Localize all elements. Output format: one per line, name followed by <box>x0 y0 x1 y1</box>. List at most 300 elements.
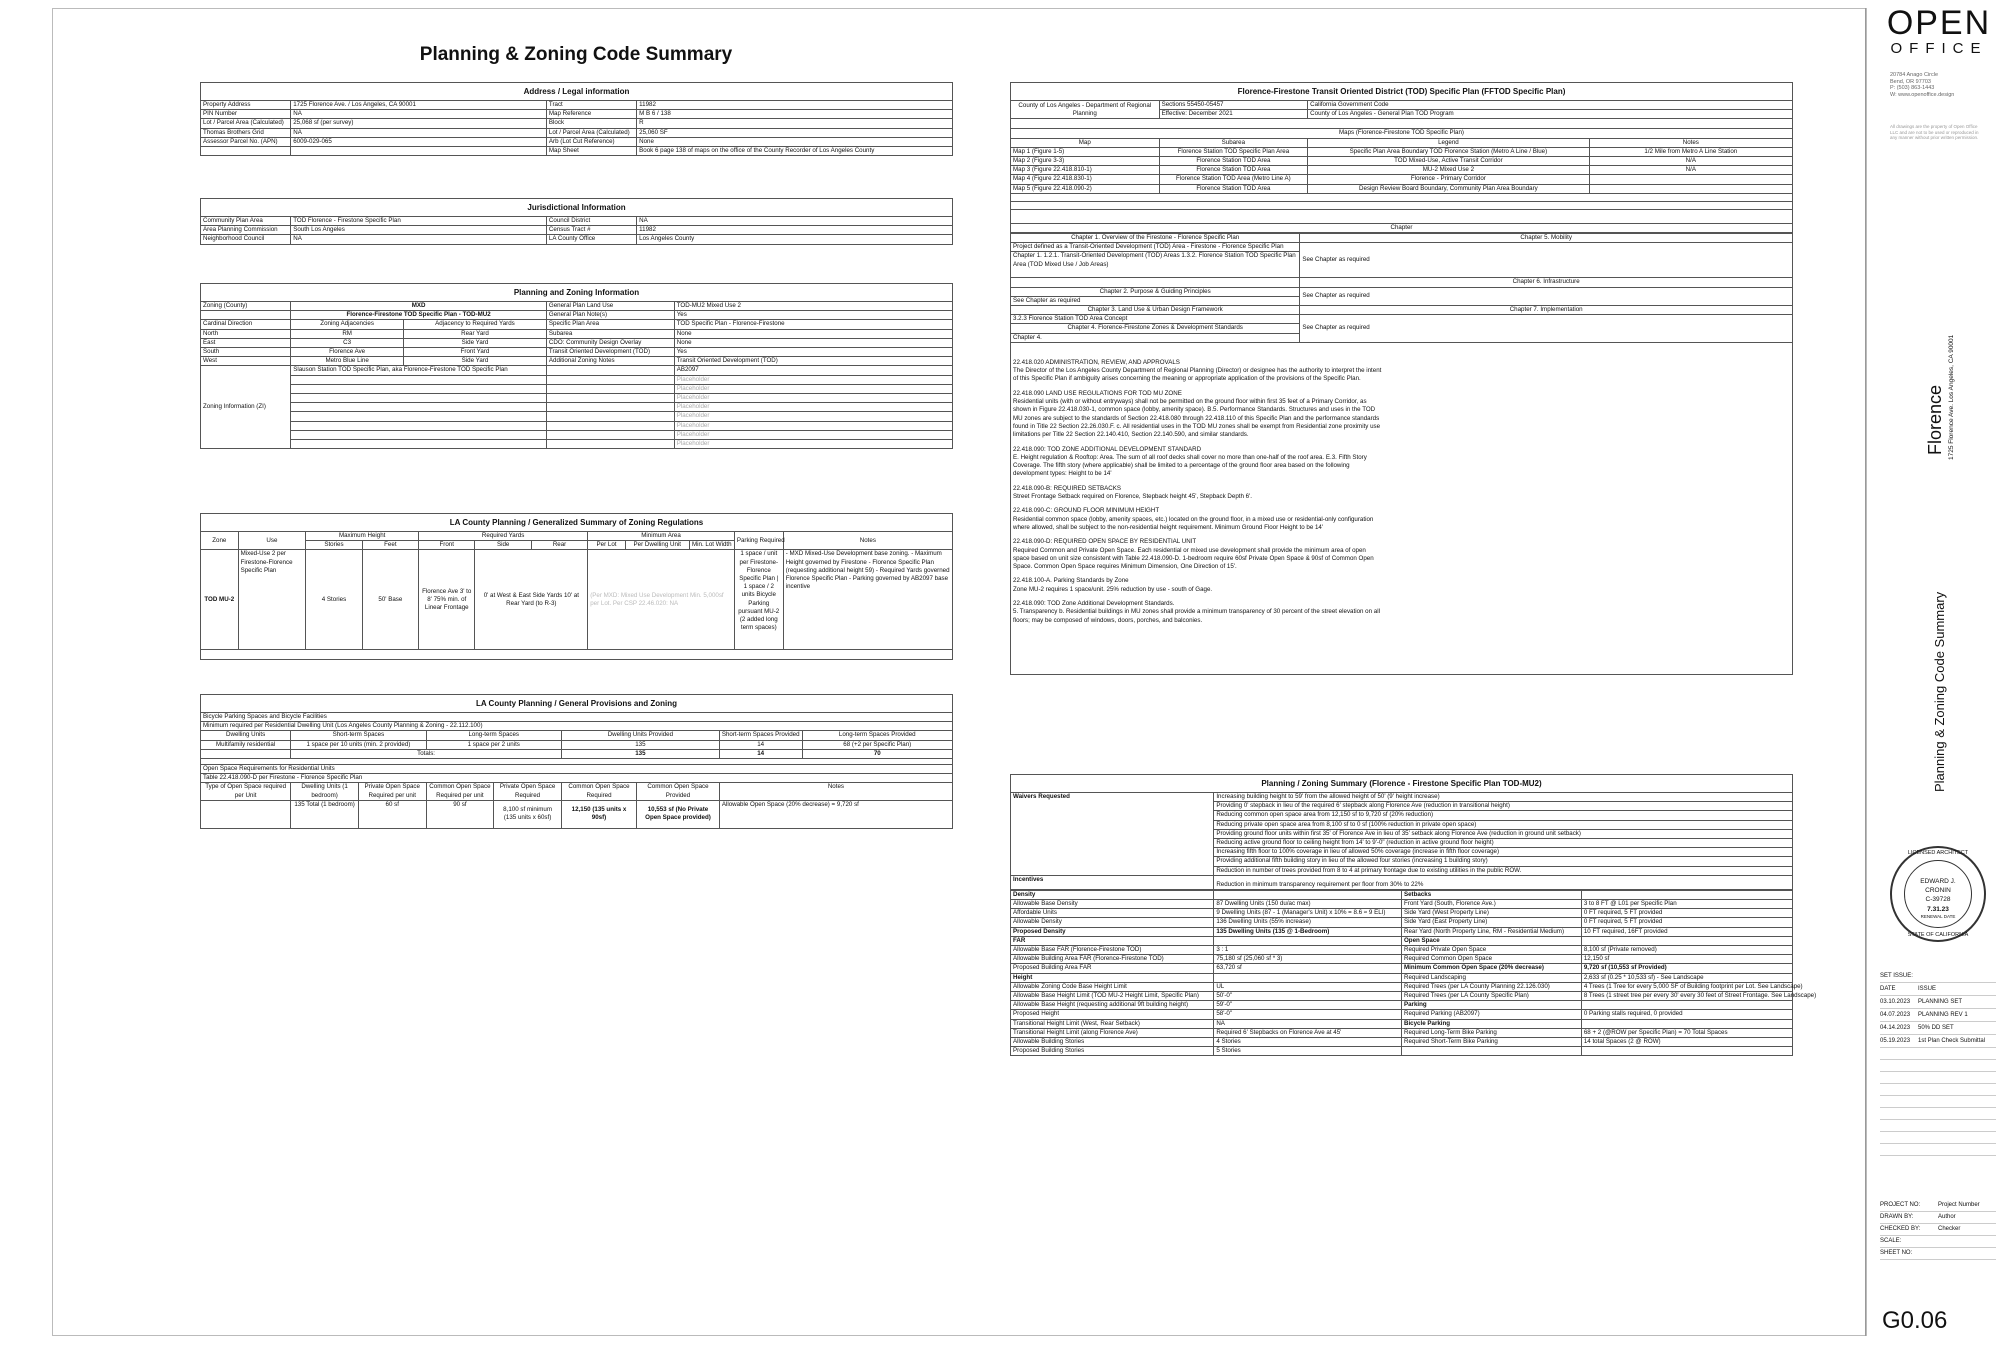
cell: Reduction in number of trees provided from 8 to 4 at primary frontage due to existing utilities in the public ROW. <box>1214 866 1793 875</box>
cell: Side <box>475 541 531 550</box>
specific-plan-label: Specific Plan Area <box>546 320 674 329</box>
issue-row <box>1880 996 1996 1009</box>
cell: Map Reference <box>546 110 636 119</box>
cell: Required Private Open Space <box>1401 946 1581 955</box>
cell: RM <box>291 329 404 338</box>
pz-zi-row <box>201 394 953 403</box>
cell: Placeholder <box>674 403 952 412</box>
regulation-paragraph: 22.418.090 LAND USE REGULATIONS FOR TOD MU ZONE <box>1013 389 1182 397</box>
cell: 2,633 sf (0.25 * 10,533 sf) - See Landscape <box>1581 973 1792 982</box>
cell: 12,150 sf <box>1581 955 1792 964</box>
os-common-provided: 10,553 sf (No Private Open Space provided) <box>637 800 720 828</box>
cell: NA <box>291 235 547 244</box>
cell: Subarea <box>546 329 674 338</box>
address-legal-table <box>200 82 953 156</box>
cell <box>1589 184 1792 193</box>
os-private-req: 8,100 sf minimum (135 units x 60sf) <box>494 800 562 828</box>
regulation-paragraph: 22.418.090-C: GROUND FLOOR MINIMUM HEIGHT <box>1013 507 1160 515</box>
juris-row <box>201 226 953 235</box>
cell: Specific Plan Area Boundary TOD Florence Station (Metro A Line / Blue) <box>1308 147 1590 156</box>
regulation-paragraph: The Director of the Los Angeles County Department of Regional Planning (Director) or designee has the authority to interpret the intent of this Specific Plan if ambiguity arises concerning the meaning or appropriate application of the provisions of the Specific Plan. <box>1013 367 1382 383</box>
lac-h-parking: Parking Required <box>734 532 783 550</box>
summary-row <box>1011 1010 1793 1019</box>
fftod-code: California Government Code <box>1308 101 1793 110</box>
zoning-sub: Florence-Firestone TOD Specific Plan - TOD-MU2 <box>291 311 547 320</box>
cell: 11982 <box>637 101 953 110</box>
ch3-text: 3.2.3 Florence Station TOD Area Concept <box>1011 315 1300 324</box>
bike-label: Bicycle Parking Spaces and Bicycle Facilities <box>201 713 953 722</box>
cell: 87 Dwelling Units (150 du/ac max) <box>1214 900 1402 909</box>
regulation-paragraph: Zone MU-2 requires 1 space/unit. 25% reduction by use - south of Gage. <box>1013 585 1213 593</box>
cell: Placeholder <box>674 375 952 384</box>
summary-row <box>1011 1019 1793 1028</box>
cell: 9,720 sf (10,553 sf Provided) <box>1581 964 1792 973</box>
stamp-text: RENEWAL DATE <box>1920 914 1956 919</box>
cell: 25,068 sf (per survey) <box>291 119 547 128</box>
ch3-heading: Chapter 3. Land Use & Urban Design Framework <box>1011 306 1300 315</box>
issue-row <box>1880 1035 1996 1048</box>
issue-row <box>1880 1009 1996 1022</box>
planning-zoning-table <box>200 283 953 449</box>
fftod-heading: Florence-Firestone Transit Oriented District (TOD) Specific Plan (FFTOD Specific Plan) <box>1010 82 1793 100</box>
cell: Reducing common open space area from 12,150 sf to 9,720 sf (20% reduction) <box>1214 811 1793 820</box>
address-row <box>201 128 953 137</box>
cell <box>201 147 291 156</box>
ch1-text: Project defined as a Transit-Oriented Development (TOD) Area - Firestone - Florence Specific Plan <box>1011 243 1300 252</box>
cell: East <box>201 338 291 347</box>
cell: Common Open Space Required <box>561 783 636 800</box>
cell: Placeholder <box>674 440 952 449</box>
cell: None <box>674 329 952 338</box>
cell: 6009-029-065 <box>291 137 547 146</box>
addr-line: 20784 Anago Circle <box>1890 72 1939 78</box>
la-county-zoning-summary <box>200 513 953 660</box>
meta-value: Project Number <box>1938 1202 1980 1208</box>
cell: Rear <box>531 541 587 550</box>
summary-row <box>1011 955 1793 964</box>
cell: 68 + 2 (@ROW per Specific Plan) = 70 Total Spaces <box>1581 1028 1792 1037</box>
cell: Florence Station TOD Specific Plan Area <box>1159 147 1308 156</box>
fftod-effective: Effective: December 2021 <box>1159 110 1308 119</box>
cell: South <box>201 348 291 357</box>
ch1-heading: Chapter 1. Overview of the Firestone - Florence Specific Plan <box>1011 234 1300 243</box>
issue-name: PLANNING REV 1 <box>1918 1012 1968 1018</box>
cell: Parking <box>1401 1001 1581 1010</box>
cell: Providing ground floor units within first 35' of Florence Ave in lieu of 35' setback along Florence Ave (reduction in ground unit setback) <box>1214 829 1793 838</box>
pz-zi-row <box>201 375 953 384</box>
map-row <box>1011 157 1793 166</box>
fftod-table <box>1010 82 1793 675</box>
bh-long-provided: Long-term Spaces Provided <box>802 731 952 740</box>
pz-zi-row <box>201 384 953 393</box>
cell: LA County Office <box>546 235 636 244</box>
cell: CDO: Community Design Overlay <box>546 338 674 347</box>
cell: Neighborhood Council <box>201 235 291 244</box>
regulation-paragraph: 22.418.020 ADMINISTRATION, REVIEW, AND APPROVALS <box>1013 358 1180 366</box>
sheet-title: Planning & Zoning Code Summary <box>1932 591 1947 792</box>
stamp-text: CRONIN <box>1925 887 1951 894</box>
cell: Book 6 page 138 of maps on the office of the County Recorder of Los Angeles County <box>637 147 953 156</box>
zoning-value: MXD <box>291 302 547 311</box>
cell: Type of Open Space required per Unit <box>201 783 291 800</box>
map-row <box>1011 175 1793 184</box>
cell: Providing 0' stepback in lieu of the required 6' stepback along Florence Ave (reduction in transitional height) <box>1214 802 1793 811</box>
summary-row <box>1011 927 1793 936</box>
cell: Lot / Parcel Area (Calculated) <box>201 119 291 128</box>
cell: 10 FT required, 16FT provided <box>1581 927 1792 936</box>
cell: Increasing building height to 59' from the allowed height of 50' (9' height increase) <box>1214 793 1793 802</box>
mh-subarea: Subarea <box>1159 138 1308 147</box>
cell: Providing additional fifth building story in lieu of the allowed four stories (increasing 1 building story) <box>1214 857 1793 866</box>
cell: Census Tract # <box>546 226 636 235</box>
cell: AB2097 <box>674 366 952 375</box>
address-heading: Address / Legal information <box>200 82 953 100</box>
planning-zoning-summary <box>1010 774 1817 1056</box>
pz-zi-row <box>201 440 953 449</box>
br-long-p: 68 (+2 per Specific Plan) <box>802 740 952 749</box>
meta-key: CHECKED BY: <box>1880 1226 1921 1232</box>
bh-du-provided: Dwelling Units Provided <box>561 731 719 740</box>
cell <box>1581 1019 1792 1028</box>
addr-line: Bend, OR 97703 <box>1890 78 1931 85</box>
cell: Florence Ave <box>291 348 404 357</box>
pz-dir-row <box>201 338 953 347</box>
meta-key: SCALE: <box>1880 1238 1902 1244</box>
summary-row <box>1011 1038 1793 1047</box>
lac-h-use: Use <box>238 532 306 550</box>
cell: Slauson Station TOD Specific Plan, aka Florence-Firestone TOD Specific Plan <box>291 366 547 375</box>
lac-h-yards: Required Yards <box>419 532 588 541</box>
summary-row <box>1011 1001 1793 1010</box>
map-row <box>1011 166 1793 175</box>
lac-heading: LA County Planning / Generalized Summary of Zoning Regulations <box>200 513 953 531</box>
lac-parking: 1 space / unit per Firestone-Florence Specific Plan | 1 space / 2 units Bicycle Parking pursuant MU-2 (2 added long term spaces) <box>734 550 783 650</box>
issue-name: 50% DD SET <box>1918 1025 1954 1031</box>
cell: Arb (Lot Cut Reference) <box>546 137 636 146</box>
cell: Side Yard <box>404 338 547 347</box>
map-row <box>1011 147 1793 156</box>
totals-short: 14 <box>719 749 802 758</box>
cell: Density <box>1011 890 1214 899</box>
pz-zi-row <box>201 412 953 421</box>
cell <box>1214 936 1402 945</box>
cell: 8,100 sf (Private removed) <box>1581 946 1792 955</box>
lac-data-row <box>201 550 953 650</box>
cell: Bicycle Parking <box>1401 1019 1581 1028</box>
issue-name: 1st Plan Check Submittal <box>1918 1038 1986 1044</box>
summary-row <box>1011 900 1793 909</box>
map-row <box>1011 184 1793 193</box>
cell: Property Address <box>201 101 291 110</box>
cell: 3 : 1 <box>1214 946 1402 955</box>
cell: C3 <box>291 338 404 347</box>
cell: Thomas Brothers Grid <box>201 128 291 137</box>
issue-date: 04.14.2023 <box>1880 1025 1911 1031</box>
bh-short: Short-term Spaces <box>291 731 426 740</box>
cell: Side Yard (East Property Line) <box>1401 918 1581 927</box>
chapter-heading: Chapter <box>1011 223 1793 232</box>
cell: Proposed Building Stories <box>1011 1047 1214 1056</box>
cell <box>1589 175 1792 184</box>
cell: Allowable Building Area FAR (Florence-Firestone TOD) <box>1011 955 1214 964</box>
cell <box>291 147 547 156</box>
cell: NA <box>291 110 547 119</box>
project-name: Florence <box>1925 384 1945 455</box>
cell: North <box>201 329 291 338</box>
summary-row <box>1011 1028 1793 1037</box>
pz-col-headers <box>201 320 953 329</box>
summary-row <box>1011 890 1793 899</box>
juris-row <box>201 235 953 244</box>
gen-heading: LA County Planning / General Provisions and Zoning <box>200 694 953 712</box>
cell: Florence Station TOD Area <box>1159 157 1308 166</box>
map-row-empty <box>1011 201 1793 209</box>
pz-zi-row <box>201 421 953 430</box>
os-private-per: 60 sf <box>358 800 426 828</box>
br-short: 1 space per 10 units (min. 2 provided) <box>291 740 426 749</box>
cell: Council District <box>546 217 636 226</box>
col-cardinal: Cardinal Direction <box>201 320 291 329</box>
meta-row <box>1880 1200 1996 1212</box>
cell: 11982 <box>637 226 953 235</box>
issue-date: 04.07.2023 <box>1880 1012 1911 1018</box>
cell: Side Yard (West Property Line) <box>1401 909 1581 918</box>
cell: Setbacks <box>1401 890 1581 899</box>
zoning-label: Zoning (County) <box>201 302 291 311</box>
cell: Dwelling Units (1 bedroom) <box>291 783 359 800</box>
cell: UL <box>1214 982 1402 991</box>
cell: Stories <box>306 541 362 550</box>
ch4-text: Chapter 4. <box>1011 333 1300 342</box>
bh-short-provided: Short-term Spaces Provided <box>719 731 802 740</box>
summary-row <box>1011 992 1793 1001</box>
bh-long: Long-term Spaces <box>426 731 561 740</box>
cell: Zoning Information (ZI) <box>201 366 291 449</box>
cell: 0 FT required, 5 FT provided <box>1581 909 1792 918</box>
cell: Map 2 (Figure 3-3) <box>1011 157 1160 166</box>
pz-zi-row <box>201 366 953 375</box>
summary-row <box>1011 973 1793 982</box>
gpn-value: Yes <box>674 311 952 320</box>
cell: Transit Oriented Development (TOD) <box>674 357 952 366</box>
meta-row <box>1880 1248 1996 1260</box>
cell: Front <box>419 541 475 550</box>
cell: Block <box>546 119 636 128</box>
cell: Front Yard (South, Florence Ave.) <box>1401 900 1581 909</box>
addr-line: P: (503) 863-1443 <box>1890 85 1935 91</box>
set-issue-label: SET ISSUE: <box>1880 970 1996 983</box>
cell: 3 to 8 FT @ L01 per Specific Plan <box>1581 900 1792 909</box>
cell: 0 FT required, 5 FT provided <box>1581 918 1792 927</box>
ch2-heading: Chapter 2. Purpose & Guiding Principles <box>1011 287 1300 296</box>
juris-row <box>201 217 953 226</box>
cell: 4 Trees (1 Tree for every 5,000 SF of Building footprint per Lot. See Landscape) <box>1581 982 1792 991</box>
lac-area: (Per MXD: Mixed Use Development Min. 5,000sf per Lot. Per CSP 22.46.020: NA <box>588 550 735 650</box>
lac-stories: 4 Stories <box>306 550 362 650</box>
cell: 9 Dwelling Units (87 - 1 (Manager's Unit) x 10% = 8.6 ≈ 9 ELI) <box>1214 909 1402 918</box>
os-notes: Allowable Open Space (20% decrease) = 9,720 sf <box>719 800 952 828</box>
cell: 75,180 sf (25,060 sf * 3) <box>1214 955 1402 964</box>
cell: R <box>637 119 953 128</box>
issue-date: 05.19.2023 <box>1880 1038 1911 1044</box>
cell: N/A <box>1589 166 1792 175</box>
summary-row <box>1011 964 1793 973</box>
cell: Required Parking (AB2097) <box>1401 1010 1581 1019</box>
ch4-heading: Chapter 4. Florence-Firestone Zones & Development Standards <box>1011 324 1300 333</box>
chapter-4-regulations <box>1011 342 1793 674</box>
regulation-paragraph: 22.418.090-D: REQUIRED OPEN SPACE BY RESIDENTIAL UNIT <box>1013 538 1197 546</box>
address-row <box>201 101 953 110</box>
bh-dwelling: Dwelling Units <box>201 731 291 740</box>
map-row-empty <box>1011 193 1793 201</box>
cell: Area Planning Commission <box>201 226 291 235</box>
jurisdictional-table <box>200 198 953 245</box>
pz-zi-row <box>201 403 953 412</box>
stamp-text: LICENSED ARCHITECT <box>1907 850 1969 856</box>
regulation-paragraph: 22.418.090: TOD ZONE ADDITIONAL DEVELOPMENT STANDARD <box>1013 445 1202 453</box>
col-adjacency: Zoning Adjacencies <box>291 320 404 329</box>
address-row <box>201 119 953 128</box>
cell: Notes <box>719 783 952 800</box>
cell: Common Open Space Provided <box>637 783 720 800</box>
totals-label: Totals: <box>291 749 562 758</box>
cell: Required Common Open Space <box>1401 955 1581 964</box>
br-type: Multifamily residential <box>201 740 291 749</box>
cell: Open Space <box>1401 936 1581 945</box>
meta-key: SHEET NO: <box>1880 1250 1913 1256</box>
cell: 63,720 sf <box>1214 964 1402 973</box>
specific-plan-value: TOD Specific Plan - Florence-Firestone <box>674 320 952 329</box>
cell: Allowable Zoning Code Base Height Limit <box>1011 982 1214 991</box>
cell: None <box>674 338 952 347</box>
cell: N/A <box>1589 157 1792 166</box>
gp-value: TOD-MU2 Mixed Use 2 <box>674 302 952 311</box>
cell: Placeholder <box>674 412 952 421</box>
meta-row <box>1880 1212 1996 1224</box>
cell: Florence Station TOD Area (Metro Line A) <box>1159 175 1308 184</box>
cell: Assessor Parcel No. (APN) <box>201 137 291 146</box>
meta-key: DRAWN BY: <box>1880 1214 1914 1220</box>
lac-h-notes: Notes <box>783 532 952 550</box>
summary-row <box>1011 909 1793 918</box>
cell: 59'-0" <box>1214 1001 1402 1010</box>
cell: Los Angeles County <box>637 235 953 244</box>
cell: Minimum Common Open Space (20% decrease) <box>1401 964 1581 973</box>
os-data-row <box>201 800 953 828</box>
regulation-paragraph: Required Common and Private Open Space. Each residential or mixed use development shall provide the minimum area of open space based on unit size consistent with Table 22.418.090-D. 1-bedroom require 60sf Private Open Space & 90sf of Common Open Space. Common Open Space requires Minimum Dimension, One Direction of 15'. <box>1013 546 1374 571</box>
cell: Required Long-Term Bike Parking <box>1401 1028 1581 1037</box>
cell: 4 Stories <box>1214 1038 1402 1047</box>
ch1-sub: Chapter 1. 1.2.1. Transit-Oriented Development (TOD) Areas 1.3.2. Florence Station TOD Specific Plan Area (TOD Mixed Use / Job Areas) <box>1011 252 1300 278</box>
cell: Florence - Primary Corridor <box>1308 175 1590 184</box>
fftod-sections: Sections 55450-05457 <box>1159 101 1308 110</box>
cell: None <box>637 137 953 146</box>
cell <box>1581 1001 1792 1010</box>
firm-logo-open: OPEN <box>1886 4 1992 42</box>
meta-value: Author <box>1938 1214 1956 1220</box>
cell: West <box>201 357 291 366</box>
address-row <box>201 147 953 156</box>
lac-h-area: Minimum Area <box>588 532 735 541</box>
cell: Lot / Parcel Area (Calculated) <box>546 128 636 137</box>
title-block-divider <box>1865 8 1866 1336</box>
pz-sub-row <box>201 311 953 320</box>
br-short-p: 14 <box>719 740 802 749</box>
cell: Map 5 (Figure 22.418.090-2) <box>1011 184 1160 193</box>
ch7-text: See Chapter as required <box>1300 315 1793 343</box>
cell: Common Open Space Required per unit <box>426 783 494 800</box>
page-title: Planning & Zoning Code Summary <box>419 44 733 65</box>
pz-dir-row <box>201 348 953 357</box>
cell: Private Open Space Required <box>494 783 562 800</box>
os-table-ref: Table 22.418.090-D per Firestone - Florence Specific Plan <box>201 774 953 783</box>
cell: 8 Trees (1 street tree per every 30' every 30 feet of Street Frontage. See Landscape) <box>1581 992 1792 1001</box>
regulation-paragraph: E. Height regulation & Rooftop: Area. The sum of all roof decks shall cover no more than one-half of the roof area. E.3. Fifth Story Coverage. The fifth story (where applicable) shall be limited to a percentage of the ground floor area based on the following development types: Height to be 14' <box>1013 453 1367 478</box>
incentives-label: Incentives <box>1011 875 1214 889</box>
ch2-text: See Chapter as required <box>1011 296 1300 305</box>
general-provisions-table <box>200 694 953 829</box>
summary-row <box>1011 918 1793 927</box>
cell: M B 6 / 138 <box>637 110 953 119</box>
gp-label: General Plan Land Use <box>546 302 674 311</box>
lac-front: Florence Ave 3' to 8' 75% min. of Linear Frontage <box>419 550 475 650</box>
cell: NA <box>291 128 547 137</box>
fftod-program: County of Los Angeles - General Plan TOD Program <box>1308 110 1793 119</box>
stamp-text: EDWARD J. <box>1920 878 1956 885</box>
address-row <box>201 137 953 146</box>
cell: 1725 Florence Ave. / Los Angeles, CA 90001 <box>291 101 547 110</box>
incentive-value: Reduction in minimum transparency requirement per floor from 30% to 22% <box>1214 875 1793 889</box>
cell: Community Plan Area <box>201 217 291 226</box>
cell: Metro Blue Line <box>291 357 404 366</box>
pz-zi-row <box>201 430 953 439</box>
cell: Required Landscaping <box>1401 973 1581 982</box>
cell: NA <box>637 217 953 226</box>
sheet-number: G0.06 <box>1882 1307 1948 1334</box>
issue-row <box>1880 1022 1996 1035</box>
cell: Florence Station TOD Area <box>1159 184 1308 193</box>
firm-address <box>1890 72 1980 98</box>
totals-du: 135 <box>561 749 719 758</box>
br-du: 135 <box>561 740 719 749</box>
address-row <box>201 110 953 119</box>
cell: 135 Dwelling Units (135 @ 1-Bedroom) <box>1214 927 1402 936</box>
cell: Per Dwelling Unit <box>625 541 689 550</box>
cell: 50'-0" <box>1214 992 1402 1001</box>
cell: 1/2 Mile from Metro A Line Station <box>1589 147 1792 156</box>
cell: Affordable Units <box>1011 909 1214 918</box>
cell: Rear Yard <box>404 329 547 338</box>
summary-row <box>1011 982 1793 991</box>
ch6-text: See Chapter as required <box>1300 287 1793 305</box>
pz-dir-row <box>201 329 953 338</box>
cell: Required Trees (per LA County Planning 22.126.030) <box>1401 982 1581 991</box>
meta-row <box>1880 1224 1996 1236</box>
cell: Yes <box>674 348 952 357</box>
cell: Transit Oriented Development (TOD) <box>546 348 674 357</box>
cell: Proposed Height <box>1011 1010 1214 1019</box>
os-label: Open Space Requirements for Residential Units <box>201 765 953 774</box>
cell: Map Sheet <box>546 147 636 156</box>
cell: Front Yard <box>404 348 547 357</box>
meta-value: Checker <box>1938 1226 1961 1232</box>
cell: Proposed Building Area FAR <box>1011 964 1214 973</box>
cell: Transitional Height Limit (along Florence Ave) <box>1011 1028 1214 1037</box>
cell: Min. Lot Width <box>689 541 734 550</box>
lac-h-height: Maximum Height <box>306 532 419 541</box>
project-address: 1725 Florence Ave. Los Angeles, CA 90001 <box>1948 334 1955 460</box>
cell: Florence Station TOD Area <box>1159 166 1308 175</box>
